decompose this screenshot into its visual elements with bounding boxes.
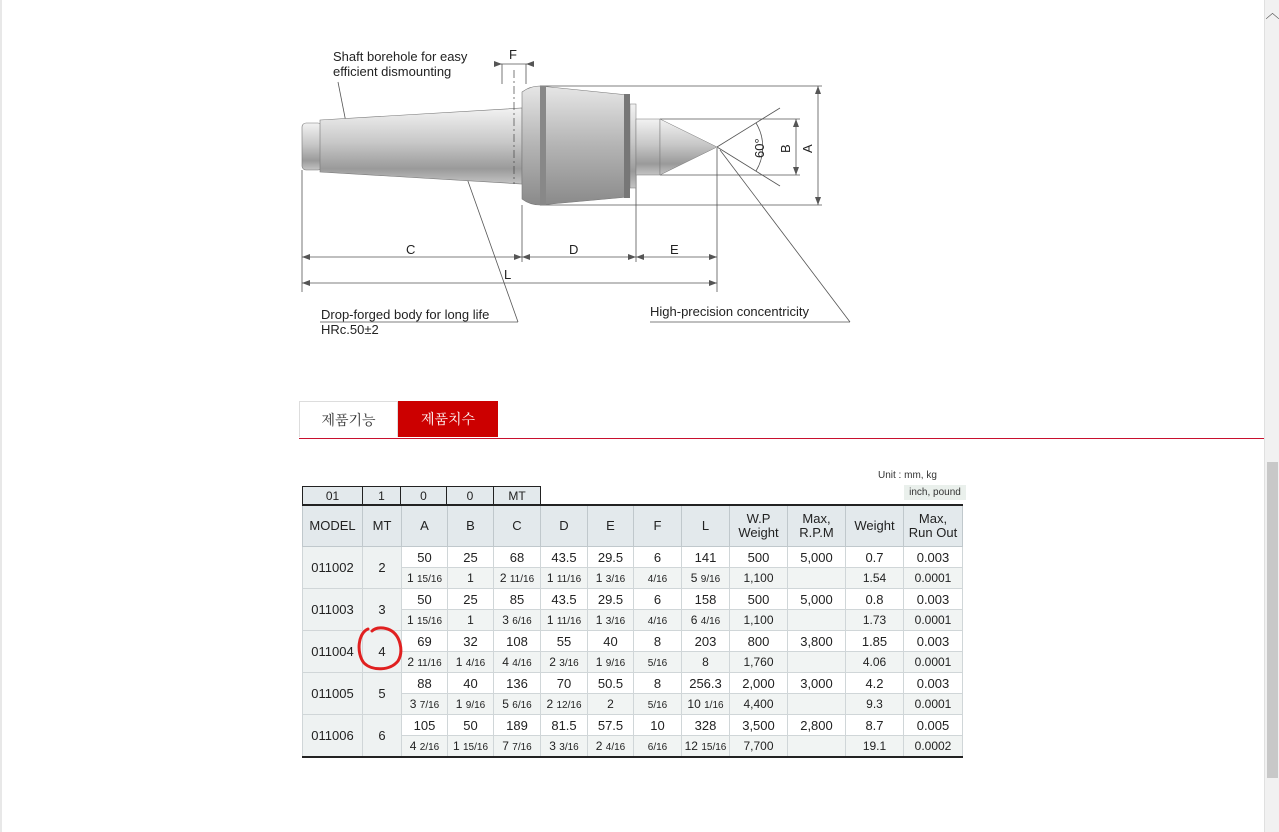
dim-a-label: A	[800, 144, 815, 153]
inch-cell-d	[541, 652, 588, 673]
inch-cell-b	[448, 736, 494, 758]
inch-whole: 3	[502, 613, 509, 627]
code-part: MT	[494, 487, 541, 505]
value-cell-d: 70	[541, 673, 588, 694]
value-cell-rpm: 3,800	[788, 631, 846, 652]
inch-cell-w: 9.3	[846, 694, 904, 715]
inch-fraction: 12/16	[556, 700, 582, 711]
inch-cell-f	[634, 736, 682, 758]
note-body-line1: Drop-forged body for long life	[321, 307, 490, 322]
inch-fraction: 7/16	[419, 700, 440, 711]
inch-cell-b	[448, 568, 494, 589]
table-row	[303, 715, 963, 736]
inch-cell-w: 1.73	[846, 610, 904, 631]
value-cell-l: 328	[682, 715, 730, 736]
inch-cell-e	[588, 736, 634, 758]
value-cell-c: 68	[494, 547, 541, 568]
inch-fraction: 15/16	[701, 742, 727, 753]
angle-label: 60°	[752, 138, 767, 158]
inch-whole: 2	[607, 697, 614, 711]
inch-cell-f	[634, 694, 682, 715]
value-cell-wp: 500	[730, 589, 788, 610]
inch-whole: 1	[595, 613, 603, 627]
value-cell-w: 1.85	[846, 631, 904, 652]
inch-whole: 1	[406, 571, 414, 585]
value-cell-wp: 2,000	[730, 673, 788, 694]
inch-cell-f	[634, 568, 682, 589]
inch-cell-e	[588, 694, 634, 715]
inch-fraction: 7/16	[512, 742, 532, 753]
inch-cell-l	[682, 694, 730, 715]
inch-cell-ro: 0.0002	[904, 736, 963, 758]
value-cell-d: 43.5	[541, 547, 588, 568]
inch-fraction: 3/16	[559, 742, 579, 753]
inch-whole: 2	[407, 655, 415, 669]
value-cell-w: 0.8	[846, 589, 904, 610]
inch-whole: 1	[455, 697, 463, 711]
value-cell-rpm: 3,000	[788, 673, 846, 694]
dim-d-label: D	[569, 242, 579, 257]
inch-cell-a	[402, 610, 448, 631]
inch-whole: 1	[467, 613, 474, 627]
header-weight: Weight	[846, 505, 904, 547]
inch-cell-c	[494, 736, 541, 758]
inch-fraction: 6/16	[512, 700, 532, 711]
inch-fraction: 9/16	[700, 574, 721, 585]
model-cell: 011004	[303, 631, 363, 673]
value-cell-rpm: 5,000	[788, 547, 846, 568]
note-shaft-line1: Shaft borehole for easy	[333, 49, 468, 64]
inch-fraction: 15/16	[463, 742, 489, 753]
table-row-inch	[303, 736, 963, 758]
inch-fraction: 11/16	[509, 574, 535, 585]
dim-b-label: B	[778, 144, 793, 153]
dim-e-label: E	[670, 242, 679, 257]
model-code-table	[302, 486, 541, 505]
inch-whole: 1	[546, 613, 554, 627]
value-cell-rpm: 5,000	[788, 589, 846, 610]
inch-cell-w: 4.06	[846, 652, 904, 673]
unit-label: Unit : mm, kg	[878, 470, 937, 481]
inch-cell-wp: 4,400	[730, 694, 788, 715]
inch-cell-e	[588, 568, 634, 589]
inch-fraction: 1/16	[704, 700, 724, 711]
value-cell-f: 8	[634, 631, 682, 652]
inch-whole: 1	[595, 655, 603, 669]
dim-c-label: C	[406, 242, 416, 257]
value-cell-d: 81.5	[541, 715, 588, 736]
inch-whole: 6	[690, 613, 698, 627]
inch-cell-a	[402, 568, 448, 589]
inch-cell-a	[402, 694, 448, 715]
code-part: 1	[363, 487, 401, 505]
inch-cell-f	[634, 610, 682, 631]
value-cell-d: 43.5	[541, 589, 588, 610]
inch-cell-wp: 1,100	[730, 568, 788, 589]
inch-cell-rpm	[788, 610, 846, 631]
chevron-up-icon[interactable]: ︿	[1265, 5, 1279, 21]
value-cell-f: 8	[634, 673, 682, 694]
product-tabs	[299, 401, 1264, 439]
mt-cell: 2	[363, 547, 402, 589]
inch-cell-d	[541, 610, 588, 631]
scrollbar-thumb[interactable]	[1267, 462, 1278, 778]
value-cell-e: 29.5	[588, 547, 634, 568]
inch-whole: 1	[595, 571, 603, 585]
value-cell-b: 40	[448, 673, 494, 694]
header-a: A	[402, 505, 448, 547]
inch-whole: 2	[595, 739, 603, 753]
value-cell-a: 69	[402, 631, 448, 652]
value-cell-a: 50	[402, 589, 448, 610]
value-cell-wp: 3,500	[730, 715, 788, 736]
inch-cell-l	[682, 736, 730, 758]
note-concentricity: High-precision concentricity	[650, 304, 809, 319]
header-b: B	[448, 505, 494, 547]
value-cell-f: 6	[634, 547, 682, 568]
inch-whole: 3	[549, 739, 556, 753]
inch-fraction: 15/16	[417, 616, 443, 627]
inch-whole: 2	[549, 655, 556, 669]
model-cell: 011005	[303, 673, 363, 715]
inch-cell-e	[588, 652, 634, 673]
inch-cell-c	[494, 652, 541, 673]
value-cell-wp: 800	[730, 631, 788, 652]
inch-fraction: 3/16	[559, 658, 579, 669]
inch-cell-e	[588, 610, 634, 631]
inch-fraction: 9/16	[605, 658, 626, 669]
mt-cell: 6	[363, 715, 402, 758]
inch-fraction: 6/16	[647, 742, 668, 753]
inch-cell-d	[541, 568, 588, 589]
header-l: L	[682, 505, 730, 547]
value-cell-w: 0.7	[846, 547, 904, 568]
tab-dimensions[interactable]: 제품치수	[398, 401, 498, 437]
inch-cell-ro: 0.0001	[904, 652, 963, 673]
header-f: F	[634, 505, 682, 547]
value-cell-e: 50.5	[588, 673, 634, 694]
table-row-inch	[303, 694, 963, 715]
inch-fraction: 6/16	[512, 616, 532, 627]
header-wp-weight: W.P Weight	[730, 505, 788, 547]
inch-fraction: 11/16	[417, 658, 442, 669]
value-cell-b: 32	[448, 631, 494, 652]
inch-fraction: 11/16	[556, 574, 582, 585]
live-center-diagram	[290, 40, 870, 350]
value-cell-ro: 0.005	[904, 715, 963, 736]
inch-cell-ro: 0.0001	[904, 568, 963, 589]
inch-fraction: 3/16	[605, 616, 626, 627]
header-max-runout: Max, Run Out	[904, 505, 963, 547]
inch-cell-wp: 1,100	[730, 610, 788, 631]
value-cell-w: 4.2	[846, 673, 904, 694]
code-part: 0	[401, 487, 447, 505]
inch-cell-wp: 7,700	[730, 736, 788, 758]
spec-header-row	[303, 505, 963, 547]
inch-fraction: 4/16	[647, 574, 668, 585]
inch-fraction: 4/16	[465, 658, 486, 669]
inch-cell-rpm	[788, 694, 846, 715]
model-cell: 011003	[303, 589, 363, 631]
value-cell-b: 25	[448, 589, 494, 610]
model-cell: 011002	[303, 547, 363, 589]
inch-whole: 5	[690, 571, 698, 585]
inch-fraction: 11/16	[556, 616, 582, 627]
inch-cell-a	[402, 652, 448, 673]
inch-whole: 12	[684, 739, 698, 753]
window-edge	[0, 0, 2, 832]
model-cell: 011006	[303, 715, 363, 758]
inch-cell-c	[494, 568, 541, 589]
value-cell-d: 55	[541, 631, 588, 652]
inch-cell-l	[682, 652, 730, 673]
inch-cell-wp: 1,760	[730, 652, 788, 673]
inch-cell-c	[494, 694, 541, 715]
header-c: C	[494, 505, 541, 547]
table-row	[303, 547, 963, 568]
inch-fraction: 2/16	[419, 742, 440, 753]
value-cell-b: 50	[448, 715, 494, 736]
value-cell-e: 29.5	[588, 589, 634, 610]
value-cell-ro: 0.003	[904, 547, 963, 568]
inch-whole: 1	[452, 739, 460, 753]
inch-fraction: 4/16	[647, 616, 668, 627]
inch-cell-d	[541, 694, 588, 715]
header-d: D	[541, 505, 588, 547]
header-model: MODEL	[303, 505, 363, 547]
inch-whole: 1	[406, 613, 414, 627]
inch-fraction: 4/16	[605, 742, 626, 753]
dim-f-label: F	[509, 47, 517, 62]
value-cell-l: 203	[682, 631, 730, 652]
unit-alt-label: inch, pound	[904, 485, 966, 500]
inch-cell-rpm	[788, 736, 846, 758]
inch-whole: 1	[546, 571, 554, 585]
inch-whole: 4	[502, 655, 509, 669]
inch-whole: 10	[687, 697, 701, 711]
header-e: E	[588, 505, 634, 547]
inch-cell-l	[682, 610, 730, 631]
code-part: 01	[303, 487, 363, 505]
value-cell-ro: 0.003	[904, 589, 963, 610]
value-cell-ro: 0.003	[904, 631, 963, 652]
value-cell-a: 88	[402, 673, 448, 694]
value-cell-f: 6	[634, 589, 682, 610]
inch-whole: 2	[546, 697, 554, 711]
inch-fraction: 4/16	[700, 616, 721, 627]
value-cell-rpm: 2,800	[788, 715, 846, 736]
mt-cell: 4	[363, 631, 402, 673]
code-part: 0	[447, 487, 494, 505]
inch-fraction: 5/16	[647, 700, 668, 711]
inch-whole: 1	[455, 655, 463, 669]
inch-cell-b	[448, 610, 494, 631]
inch-cell-w: 19.1	[846, 736, 904, 758]
inch-whole: 7	[502, 739, 509, 753]
inch-cell-a	[402, 736, 448, 758]
inch-fraction: 9/16	[465, 700, 486, 711]
inch-cell-ro: 0.0001	[904, 610, 963, 631]
dim-l-label: L	[504, 267, 512, 282]
value-cell-wp: 500	[730, 547, 788, 568]
mt-cell: 5	[363, 673, 402, 715]
value-cell-ro: 0.003	[904, 673, 963, 694]
inch-whole: 2	[499, 571, 507, 585]
inch-fraction: 4/16	[512, 658, 532, 669]
tab-features[interactable]: 제품기능	[299, 401, 398, 437]
table-row-inch	[303, 568, 963, 589]
inch-cell-ro: 0.0001	[904, 694, 963, 715]
inch-whole: 4	[409, 739, 417, 753]
vertical-scrollbar[interactable]	[1264, 0, 1279, 832]
inch-cell-b	[448, 694, 494, 715]
mt-cell: 3	[363, 589, 402, 631]
note-shaft-line2: efficient dismounting	[333, 64, 452, 79]
value-cell-a: 105	[402, 715, 448, 736]
annotation-circle	[354, 625, 406, 673]
value-cell-l: 141	[682, 547, 730, 568]
note-body-line2: HRc.50±2	[321, 322, 379, 337]
value-cell-c: 85	[494, 589, 541, 610]
value-cell-e: 57.5	[588, 715, 634, 736]
value-cell-e: 40	[588, 631, 634, 652]
table-row	[303, 589, 963, 610]
table-row	[303, 673, 963, 694]
header-max-rpm: Max, R.P.M	[788, 505, 846, 547]
inch-whole: 8	[702, 655, 709, 669]
inch-cell-d	[541, 736, 588, 758]
inch-fraction: 3/16	[605, 574, 626, 585]
value-cell-l: 158	[682, 589, 730, 610]
inch-cell-b	[448, 652, 494, 673]
inch-whole: 3	[409, 697, 417, 711]
value-cell-b: 25	[448, 547, 494, 568]
inch-cell-w: 1.54	[846, 568, 904, 589]
inch-cell-rpm	[788, 652, 846, 673]
value-cell-c: 136	[494, 673, 541, 694]
inch-fraction: 5/16	[647, 658, 668, 669]
value-cell-c: 108	[494, 631, 541, 652]
value-cell-c: 189	[494, 715, 541, 736]
inch-cell-c	[494, 610, 541, 631]
value-cell-f: 10	[634, 715, 682, 736]
value-cell-a: 50	[402, 547, 448, 568]
inch-whole: 5	[502, 697, 509, 711]
inch-fraction: 15/16	[417, 574, 443, 585]
header-mt: MT	[363, 505, 402, 547]
inch-whole: 1	[467, 571, 474, 585]
value-cell-l: 256.3	[682, 673, 730, 694]
value-cell-w: 8.7	[846, 715, 904, 736]
inch-cell-f	[634, 652, 682, 673]
inch-cell-l	[682, 568, 730, 589]
inch-cell-rpm	[788, 568, 846, 589]
